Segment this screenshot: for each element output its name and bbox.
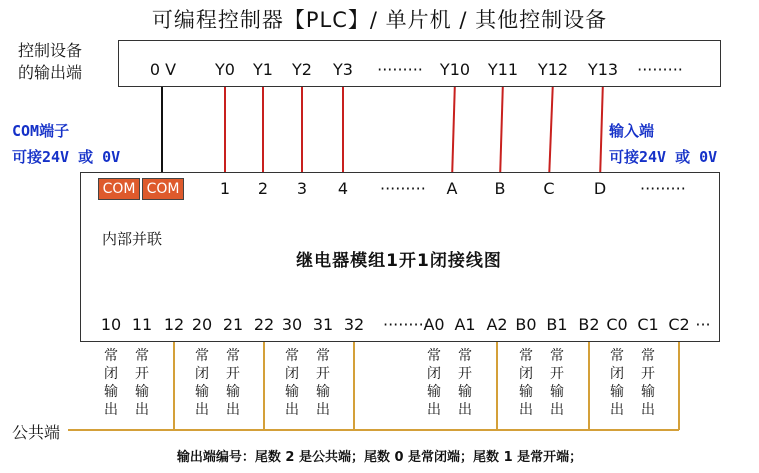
no_label-char: 常 <box>458 348 472 364</box>
com-note-line-1: COM端子 <box>12 122 70 140</box>
nc_label-char: 输 <box>285 384 299 400</box>
no_label-char: 输 <box>135 384 149 400</box>
com-terminal-2: COM <box>142 178 184 200</box>
module-output-terminal: 22 <box>253 315 275 334</box>
module-output-terminal: 31 <box>312 315 334 334</box>
no_label-char: 常 <box>641 348 655 364</box>
module-output-terminal: 30 <box>281 315 303 334</box>
module-output-terminal: C1 <box>637 315 659 334</box>
input-note-line-2: 可接24V 或 0V <box>609 148 718 166</box>
module-input-terminal: C <box>543 179 555 198</box>
no_label-char: 出 <box>641 402 655 418</box>
signal-wire <box>500 80 503 180</box>
module-output-terminal: 11 <box>131 315 153 334</box>
signal-wire <box>549 80 553 180</box>
module-input-terminal: ········· <box>640 179 686 198</box>
no_label-char: 常 <box>226 348 240 364</box>
no_label-char: 开 <box>135 366 149 382</box>
module-input-terminal: 4 <box>337 179 349 198</box>
module-input-terminal: 1 <box>219 179 231 198</box>
module-input-terminal: B <box>494 179 506 198</box>
footer-note: 输出端编号：尾数 2 是公共端；尾数 0 是常闭端；尾数 1 是常开端； <box>176 450 583 465</box>
module-output-terminal: B2 <box>578 315 600 334</box>
nc_label-char: 出 <box>285 402 299 418</box>
signal-wires <box>225 80 603 180</box>
nc_label-char: 输 <box>104 384 118 400</box>
nc_label-char: 出 <box>610 402 624 418</box>
module-output-terminal: B0 <box>515 315 537 334</box>
no_label-char: 出 <box>458 402 472 418</box>
module-input-terminal: A <box>446 179 458 198</box>
common-terminal-label: 公共端 <box>12 423 61 442</box>
plc-terminal: 0 V <box>149 60 177 79</box>
module-output-terminal: A2 <box>486 315 508 334</box>
plc-terminal: ········· <box>377 60 423 79</box>
page-title: 可编程控制器【PLC】/ 单片机 / 其他控制设备 <box>151 8 608 32</box>
plc-terminal: Y2 <box>292 60 312 79</box>
nc_label-char: 闭 <box>195 366 209 382</box>
module-output-terminal: C2 <box>668 315 690 334</box>
plc-terminal: Y1 <box>253 60 273 79</box>
nc_label-char: 出 <box>519 402 533 418</box>
nc_label-char: 输 <box>427 384 441 400</box>
module-output-terminal: 12 <box>163 315 185 334</box>
module-output-terminal: C0 <box>606 315 628 334</box>
nc_label-char: 闭 <box>610 366 624 382</box>
no_label-char: 输 <box>641 384 655 400</box>
nc_label-char: 闭 <box>427 366 441 382</box>
no_label-char: 开 <box>458 366 472 382</box>
no_label-char: 常 <box>316 348 330 364</box>
no_label-char: 常 <box>550 348 564 364</box>
nc_label-char: 出 <box>104 402 118 418</box>
nc_label-char: 常 <box>285 348 299 364</box>
nc_label-char: 出 <box>195 402 209 418</box>
nc_label-char: 闭 <box>519 366 533 382</box>
nc_label-char: 闭 <box>104 366 118 382</box>
plc-terminal: Y12 <box>537 60 569 79</box>
module-output-terminal: 21 <box>222 315 244 334</box>
no_label-char: 出 <box>316 402 330 418</box>
com-parallel-note: 内部并联 <box>102 230 163 248</box>
nc_label-char: 输 <box>610 384 624 400</box>
common-output-wires <box>68 336 679 430</box>
nc_label-char: 常 <box>610 348 624 364</box>
controller-label-line-1: 控制设备 <box>18 41 83 60</box>
plc-terminal: Y11 <box>487 60 519 79</box>
module-output-terminal: ··· <box>695 315 711 334</box>
controller-label-line-2: 的输出端 <box>18 63 83 82</box>
nc_label-char: 出 <box>427 402 441 418</box>
module-output-terminal: A1 <box>454 315 476 334</box>
no_label-char: 输 <box>226 384 240 400</box>
nc_label-char: 输 <box>195 384 209 400</box>
no_label-char: 出 <box>226 402 240 418</box>
module-input-terminal: D <box>593 179 607 198</box>
no_label-char: 输 <box>458 384 472 400</box>
no_label-char: 常 <box>135 348 149 364</box>
nc_label-char: 常 <box>519 348 533 364</box>
plc-terminal: Y13 <box>587 60 619 79</box>
module-title: 继电器模组1开1闭接线图 <box>296 251 502 271</box>
module-output-terminal: ········· <box>383 315 429 334</box>
com-terminal-1: COM <box>98 178 140 200</box>
com-note-line-2: 可接24V 或 0V <box>12 148 121 166</box>
plc-terminal: Y0 <box>215 60 235 79</box>
no_label-char: 出 <box>550 402 564 418</box>
plc-terminal: Y3 <box>333 60 353 79</box>
signal-wire <box>452 80 455 180</box>
nc_label-char: 输 <box>519 384 533 400</box>
no_label-char: 输 <box>550 384 564 400</box>
module-output-terminal: B1 <box>546 315 568 334</box>
plc-terminal: ········· <box>637 60 683 79</box>
module-input-terminal: 2 <box>257 179 269 198</box>
input-note-line-1: 输入端 <box>609 122 655 140</box>
module-output-terminal: 10 <box>100 315 122 334</box>
module-output-terminal: 20 <box>191 315 213 334</box>
signal-wire <box>600 80 603 180</box>
module-output-terminal: 32 <box>343 315 365 334</box>
no_label-char: 开 <box>316 366 330 382</box>
module-input-terminal: ········· <box>380 179 426 198</box>
nc_label-char: 常 <box>427 348 441 364</box>
no_label-char: 输 <box>316 384 330 400</box>
module-input-terminal: 3 <box>296 179 308 198</box>
module-output-terminal: A0 <box>423 315 445 334</box>
no_label-char: 开 <box>226 366 240 382</box>
plc-terminal: Y10 <box>439 60 471 79</box>
nc_label-char: 常 <box>195 348 209 364</box>
nc_label-char: 常 <box>104 348 118 364</box>
nc_label-char: 闭 <box>285 366 299 382</box>
no_label-char: 出 <box>135 402 149 418</box>
no_label-char: 开 <box>550 366 564 382</box>
no_label-char: 开 <box>641 366 655 382</box>
